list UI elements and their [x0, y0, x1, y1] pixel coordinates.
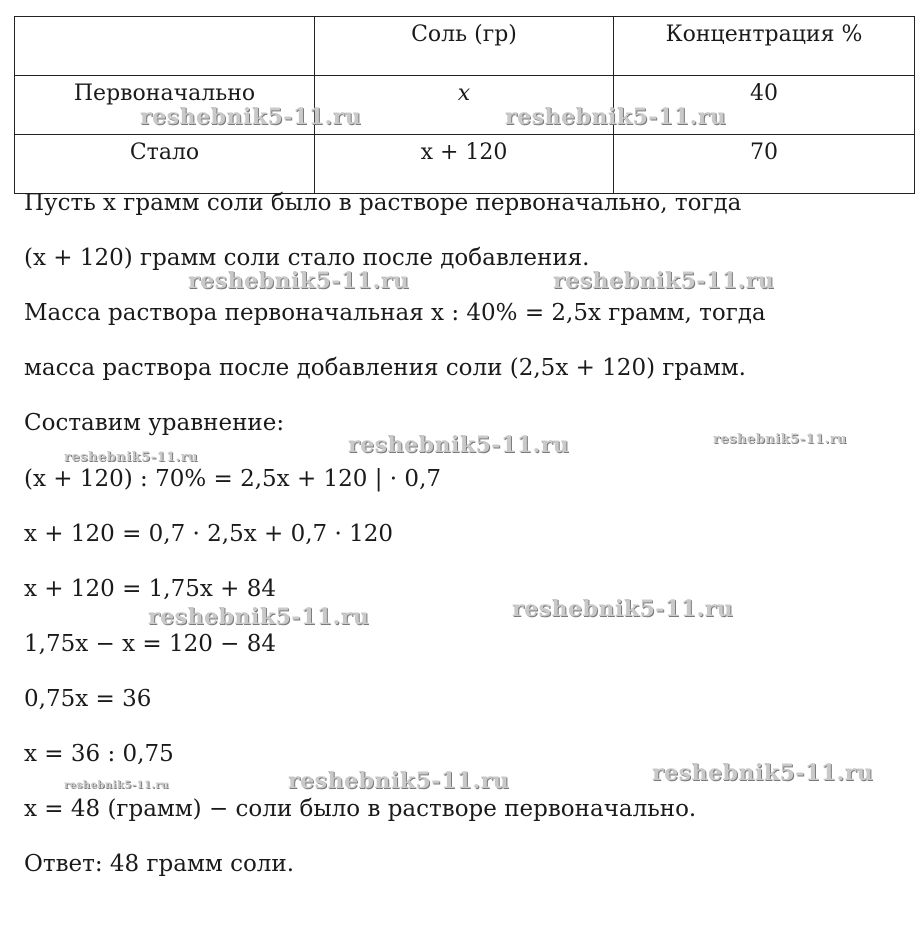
watermark: reshebnik5-11.ru [652, 760, 874, 786]
watermark: reshebnik5-11.ru [140, 104, 362, 130]
table-cell: 70 [614, 135, 915, 194]
solution-line: (x + 120) грамм соли стало после добавления. [24, 245, 590, 271]
watermark: reshebnik5-11.ru [188, 268, 410, 294]
table-cell: x + 120 [315, 135, 614, 194]
table-cell: Стало [15, 135, 315, 194]
answer-line: Ответ: 48 грамм соли. [24, 851, 295, 877]
watermark: reshebnik5-11.ru [288, 768, 510, 794]
table-header-row [15, 17, 915, 76]
watermark: reshebnik5-11.ru [553, 268, 775, 294]
solution-line: Составим уравнение: [24, 410, 285, 436]
table-row [15, 135, 915, 194]
equation-line: x = 36 : 0,75 [24, 741, 174, 767]
watermark: reshebnik5-11.ru [512, 596, 734, 622]
watermark: reshebnik5-11.ru [64, 780, 169, 791]
watermark: reshebnik5-11.ru [505, 104, 727, 130]
table-cell: x [315, 76, 614, 135]
solution-line: масса раствора после добавления соли (2,5x + 120) грамм. [24, 355, 746, 381]
solution-line: Масса раствора первоначальная x : 40% = 2,5x грамм, тогда [24, 300, 766, 326]
table-cell: 40 [614, 76, 915, 135]
equation-line: 0,75x = 36 [24, 686, 152, 712]
watermark: reshebnik5-11.ru [348, 432, 570, 458]
table-header-cell: Соль (гр) [315, 17, 614, 76]
table-cell: Первоначально [15, 76, 315, 135]
equation-line: x + 120 = 1,75x + 84 [24, 576, 277, 602]
watermark: reshebnik5-11.ru [713, 432, 848, 447]
solution-line: Пусть x грамм соли было в растворе первоначально, тогда [24, 190, 742, 216]
equation-line: x = 48 (грамм) − соли было в растворе первоначально. [24, 796, 697, 822]
equation-line: (x + 120) : 70% = 2,5x + 120 | · 0,7 [24, 466, 442, 492]
watermark: reshebnik5-11.ru [148, 604, 370, 630]
equation-line: 1,75x − x = 120 − 84 [24, 631, 277, 657]
watermark: reshebnik5-11.ru [64, 450, 199, 465]
table-header-cell [15, 17, 315, 76]
table-header-cell: Концентрация % [614, 17, 915, 76]
equation-line: x + 120 = 0,7 · 2,5x + 0,7 · 120 [24, 521, 394, 547]
